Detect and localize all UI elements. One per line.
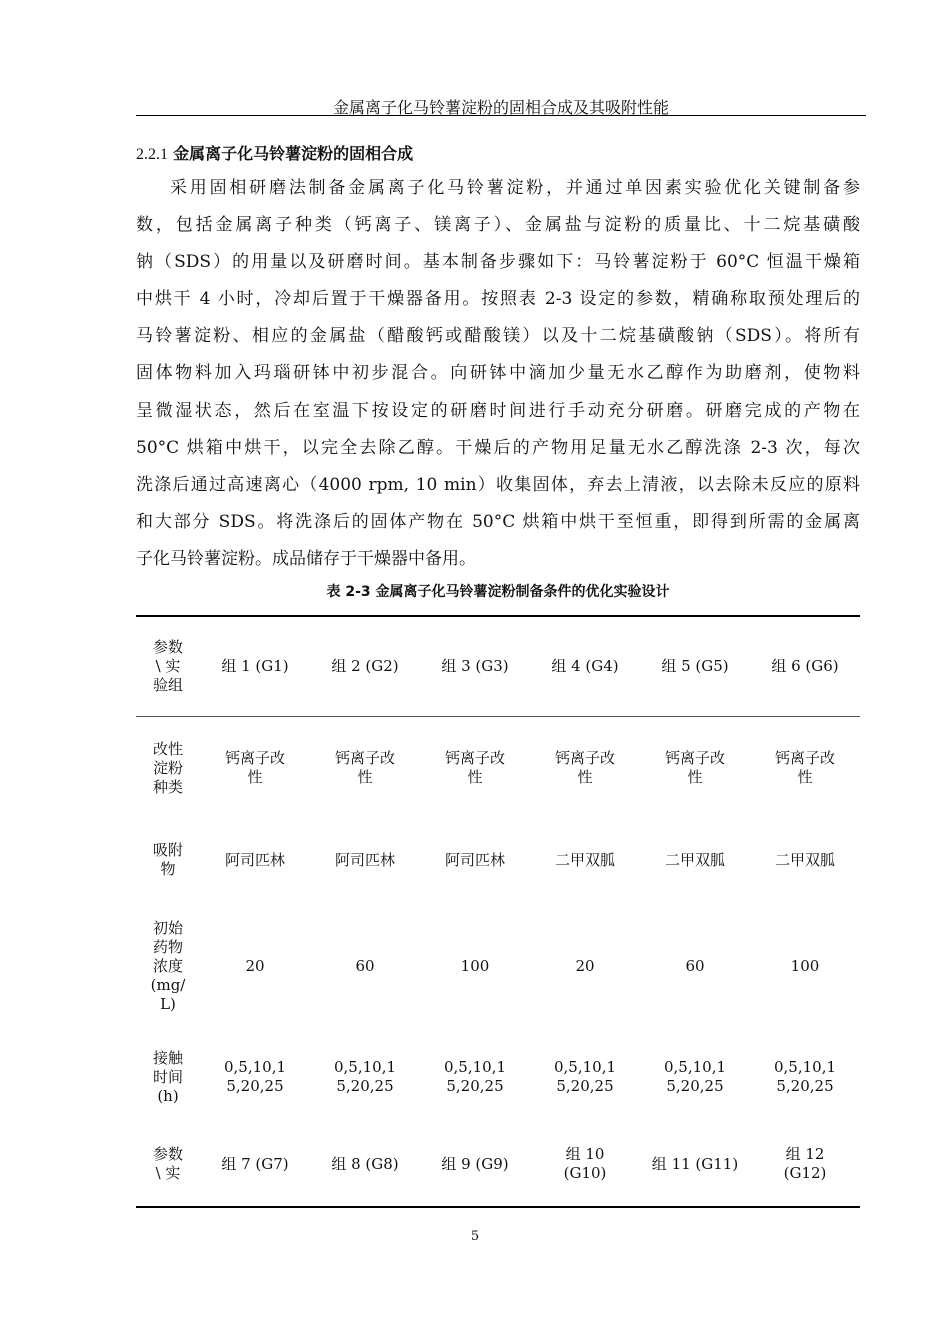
table-cell: 100 (790, 956, 820, 975)
table-cell: 100 (460, 956, 490, 975)
table-cell: 钙离子改性 (224, 749, 285, 786)
table-cell: 阿司匹林 (444, 850, 505, 869)
table-cell: 阿司匹林 (334, 850, 395, 869)
table-cell: 60 (685, 956, 705, 975)
table-caption: 表 2-3 金属离子化马铃薯淀粉制备条件的优化实验设计 (326, 584, 670, 600)
table-cell: 组 7 (G7) (221, 1154, 289, 1173)
section-heading (136, 141, 413, 164)
table-cell: 钙离子改性 (444, 749, 505, 786)
table-cell: 组 12 (G12) (783, 1145, 827, 1182)
table-cell: 组 8 (G8) (331, 1154, 399, 1173)
table-cell: 60 (355, 956, 375, 975)
table-header-row (136, 617, 860, 716)
table-row-label: 接触时间 (h) (152, 1048, 183, 1105)
table-row (136, 1122, 860, 1206)
table-cell: 二甲双胍 (664, 850, 725, 869)
table-cell: 0,5,10,15,20,25 (223, 1058, 287, 1095)
table-cell: 0,5,10,15,20,25 (333, 1058, 397, 1095)
table-cell: 钙离子改性 (334, 749, 395, 786)
table-row-label: 吸附物 (152, 841, 183, 878)
paragraph-line: 马铃薯淀粉、相应的金属盐（醋酸钙或醋酸镁）以及十二烷基磺酸钠（SDS）。将所有 (136, 326, 860, 347)
table-row (136, 716, 860, 820)
table-row-label: 参数 \ 实 (152, 1145, 183, 1182)
table-bottom-rule (136, 1206, 860, 1208)
table-header-cell: 组 6 (G6) (771, 657, 839, 675)
page-number: 5 (470, 1229, 480, 1244)
paragraph-line: 50°C 烘箱中烘干，以完全去除乙醇。干燥后的产物用足量无水乙醇洗涤 2-3 次，每次 (136, 437, 860, 458)
experiment-design-table (136, 617, 860, 1206)
table-header-cell: 组 3 (G3) (441, 657, 509, 675)
table-cell: 20 (245, 956, 265, 975)
paragraph-line: 呈微湿状态，然后在室温下按设定的研磨时间进行手动充分研磨。研磨完成的产物在 (136, 400, 860, 421)
table-cell: 钙离子改性 (664, 749, 725, 786)
table-cell: 组 10 (G10) (563, 1145, 607, 1182)
table-row (136, 1032, 860, 1122)
table-header-cell: 组 4 (G4) (551, 657, 619, 675)
table-cell: 二甲双胍 (554, 850, 615, 869)
paragraph-line: 和大部分 SDS。将洗涤后的固体产物在 50°C 烘箱中烘干至恒重，即得到所需的金属离 (136, 511, 860, 532)
table-cell: 0,5,10,15,20,25 (443, 1058, 507, 1095)
table-row-label: 初始药物浓度 (mg/L) (150, 918, 186, 1013)
table-header-cell: 组 1 (G1) (221, 657, 289, 675)
table-cell: 钙离子改性 (774, 749, 835, 786)
paragraph-line: 固体物料加入玛瑙研钵中初步混合。向研钵中滴加少量无水乙醇作为助磨剂，使物料 (136, 363, 860, 384)
paragraph-line: 钠（SDS）的用量以及研磨时间。基本制备步骤如下：马铃薯淀粉于 60°C 恒温干燥箱 (136, 252, 860, 273)
table-cell: 二甲双胍 (774, 850, 835, 869)
table-cell: 组 11 (G11) (651, 1154, 739, 1173)
table-row (136, 900, 860, 1032)
body-paragraph (136, 170, 860, 578)
section-title: 金属离子化马铃薯淀粉的固相合成 (173, 144, 414, 163)
paragraph-line: 中烘干 4 小时，冷却后置于干燥器备用。按照表 2-3 设定的参数，精确称取预处理后的 (136, 289, 860, 310)
table-cell: 0,5,10,15,20,25 (553, 1058, 617, 1095)
table-header-cell: 组 2 (G2) (331, 657, 399, 675)
table-header-cell: 组 5 (G5) (661, 657, 729, 675)
paragraph-line: 子化马铃薯淀粉。成品储存于干燥器中备用。 (136, 548, 476, 569)
table-row-label: 改性淀粉种类 (152, 739, 183, 796)
paragraph-line: 采用固相研磨法制备金属离子化马铃薯淀粉，并通过单因素实验优化关键制备参 (170, 178, 860, 198)
table-cell: 0,5,10,15,20,25 (663, 1058, 727, 1095)
section-number: 2.2.1 (136, 146, 168, 163)
table-cell: 20 (575, 956, 595, 975)
table-row (136, 820, 860, 900)
table-cell: 钙离子改性 (554, 749, 615, 786)
running-header: 金属离子化马铃薯淀粉的固相合成及其吸附性能 (332, 98, 669, 117)
table-header-cell: 参数 \ 实验组 (152, 638, 183, 694)
header-rule (136, 115, 866, 116)
table-cell: 组 9 (G9) (441, 1154, 509, 1173)
table-cell: 阿司匹林 (224, 850, 285, 869)
paragraph-line: 数，包括金属离子种类（钙离子、镁离子）、金属盐与淀粉的质量比、十二烷基磺酸 (136, 215, 860, 236)
table-cell: 0,5,10,15,20,25 (773, 1058, 837, 1095)
paragraph-line: 洗涤后通过高速离心（4000 rpm, 10 min）收集固体，弃去上清液，以去除未反应的原料 (136, 474, 860, 495)
